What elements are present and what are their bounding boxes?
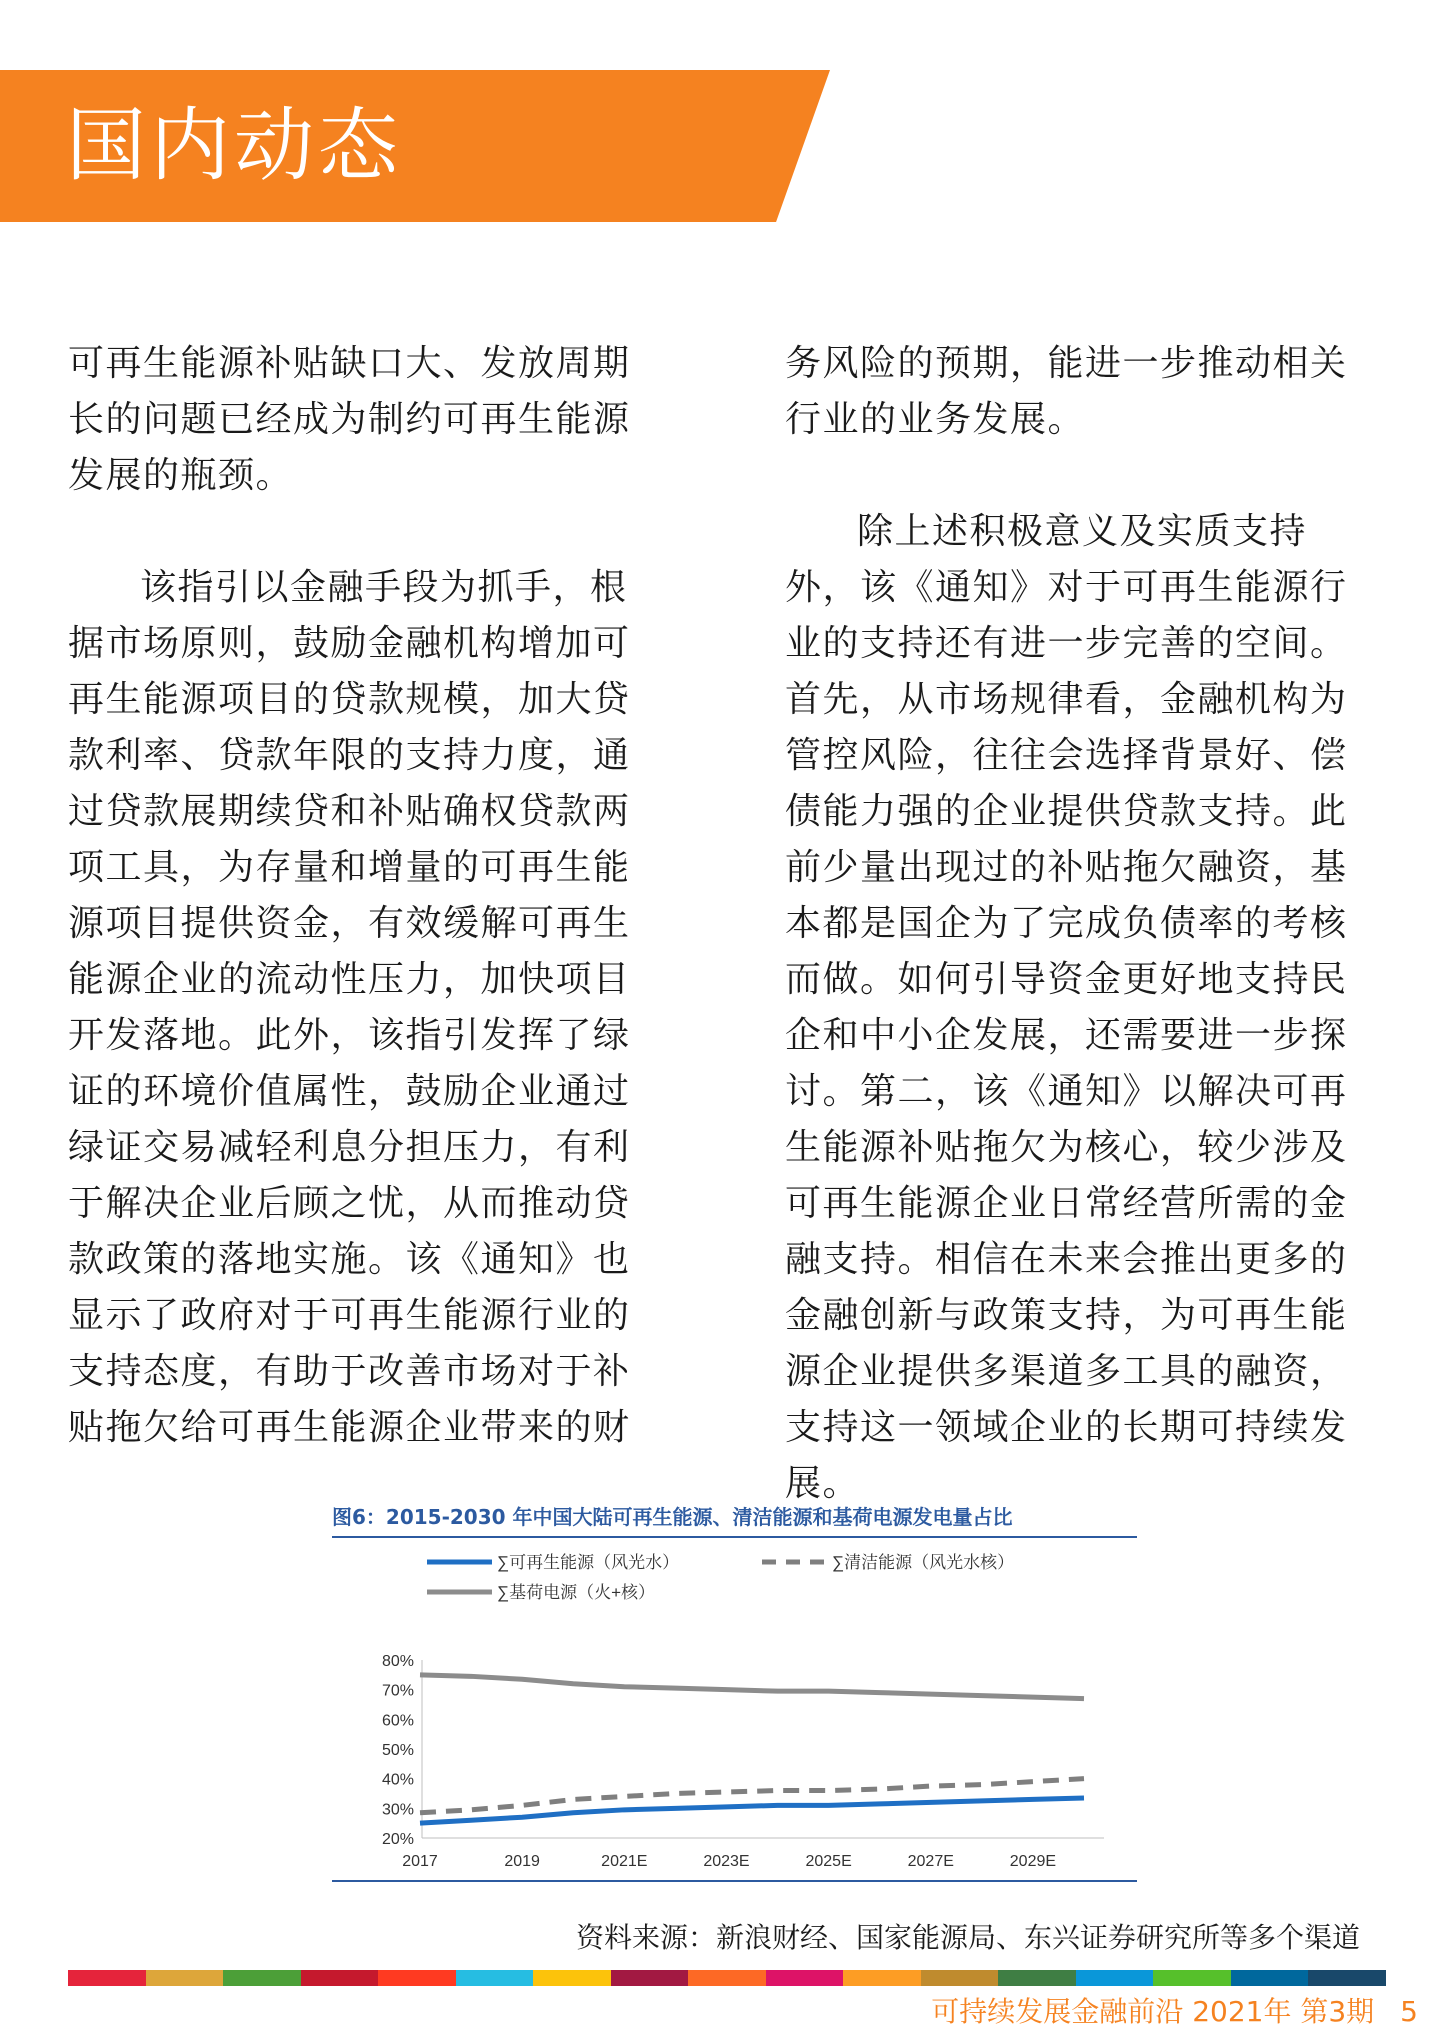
series-line (420, 1675, 1084, 1699)
x-tick-label: 2027E (907, 1853, 954, 1870)
x-tick-label: 2023E (703, 1853, 750, 1870)
color-bar-segment (456, 1970, 534, 1986)
color-bar-segment (688, 1970, 766, 1986)
section-title: 国内动态 (66, 99, 402, 192)
publication-title: 可持续发展金融前沿 2021年 第3期 (931, 1995, 1375, 2028)
y-tick-label: 80% (381, 1653, 414, 1670)
x-tick-label: 2019 (504, 1853, 540, 1870)
color-bar-segment (223, 1970, 301, 1986)
source-note: 资料来源：新浪财经、国家能源局、东兴证券研究所等多个渠道 (575, 1921, 1360, 1954)
figure-6 (332, 1500, 1137, 1892)
left-paragraph-2: 该指引以金融手段为抓手，根据市场原则，鼓励金融机构增加可再生能源项目的贷款规模，加大贷款利率、贷款年限的支持力度，通过贷款展期续贷和补贴确权贷款两项工具，为存量和增量的可再生能源项目提供资金，有效缓解可再生能源企业的流动性压力，加快项目开发落地。此外，该指引发挥了绿证的环境价值属性，鼓励企业通过绿证交易减轻利息分担压力，有利于解决企业后顾之忧，从而推动贷款政策的落地实施。该《通知》也显示了政府对于可再生能源行业的支持态度，有助于改善市场对于补贴拖欠给可再生能源企业带来的财 (68, 567, 631, 1448)
y-tick-label: 40% (381, 1771, 414, 1789)
y-tick-label: 30% (381, 1801, 414, 1819)
color-bar-segment (1153, 1970, 1231, 1986)
chart-legend (427, 1553, 1014, 1602)
y-tick-label: 50% (381, 1742, 414, 1759)
color-bar-segment (1076, 1970, 1154, 1986)
x-tick-label: 2017 (402, 1853, 438, 1870)
y-axis (382, 1653, 422, 1848)
chart-series (420, 1675, 1084, 1823)
left-column (68, 336, 658, 1456)
x-tick-label: 2025E (805, 1853, 852, 1870)
right-paragraph-2: 除上述积极意义及实质支持外，该《通知》对于可再生能源行业的支持还有进一步完善的空间。首先，从市场规律看，金融机构为管控风险，往往会选择背景好、偿债能力强的企业提供贷款支持。此前少量出现过的补贴拖欠融资，基本都是国企为了完成负债率的考核而做。如何引导资金更好地支持民企和中小企发展，还需要进一步探讨。第二，该《通知》以解决可再生能源补贴拖欠为核心，较少涉及可再生能源企业日常经营所需的金融支持。相信在未来会推出更多的金融创新与政策支持，为可再生能源企业提供多渠道多工具的融资，支持这一领域企业的长期可持续发展。 (785, 511, 1348, 1504)
color-bar-segment (533, 1970, 611, 1986)
series-line (420, 1798, 1084, 1823)
page-number: 5 (1400, 1995, 1418, 2028)
right-paragraph-1: 务风险的预期，能进一步推动相关行业的业务发展。 (785, 343, 1348, 440)
y-tick-label: 20% (381, 1831, 414, 1848)
right-column (785, 336, 1375, 1512)
footer (931, 1990, 1418, 2034)
x-axis (402, 1838, 1104, 1870)
color-bar-segment (301, 1970, 379, 1986)
color-bar-segment (378, 1970, 456, 1986)
x-tick-label: 2029E (1009, 1853, 1057, 1870)
color-bar-segment (146, 1970, 224, 1986)
legend-label: ∑可再生能源（风光水） (497, 1553, 680, 1572)
figure-bottom-rule (332, 1880, 1137, 1882)
x-tick-label: 2021E (601, 1853, 648, 1870)
left-paragraph-1: 可再生能源补贴缺口大、发放周期长的问题已经成为制约可再生能源发展的瓶颈。 (68, 343, 631, 496)
chart-title: 图6：2015-2030 年中国大陆可再生能源、清洁能源和基荷电源发电量占比 (332, 1505, 1013, 1529)
legend-label: ∑清洁能源（风光水核） (832, 1553, 1015, 1572)
color-bar-segment (68, 1970, 146, 1986)
legend-label: ∑基荷电源（火+核） (497, 1583, 656, 1602)
sdg-color-bar (68, 1970, 1386, 1986)
figure-top-rule (332, 1536, 1137, 1538)
color-bar-segment (998, 1970, 1076, 1986)
color-bar-segment (921, 1970, 999, 1986)
color-bar-segment (611, 1970, 689, 1986)
color-bar-segment (1231, 1970, 1309, 1986)
y-tick-label: 60% (381, 1712, 414, 1730)
color-bar-segment (766, 1970, 844, 1986)
color-bar-segment (843, 1970, 921, 1986)
y-tick-label: 70% (381, 1682, 414, 1700)
line-chart (332, 1540, 1137, 1880)
color-bar-segment (1308, 1970, 1386, 1986)
